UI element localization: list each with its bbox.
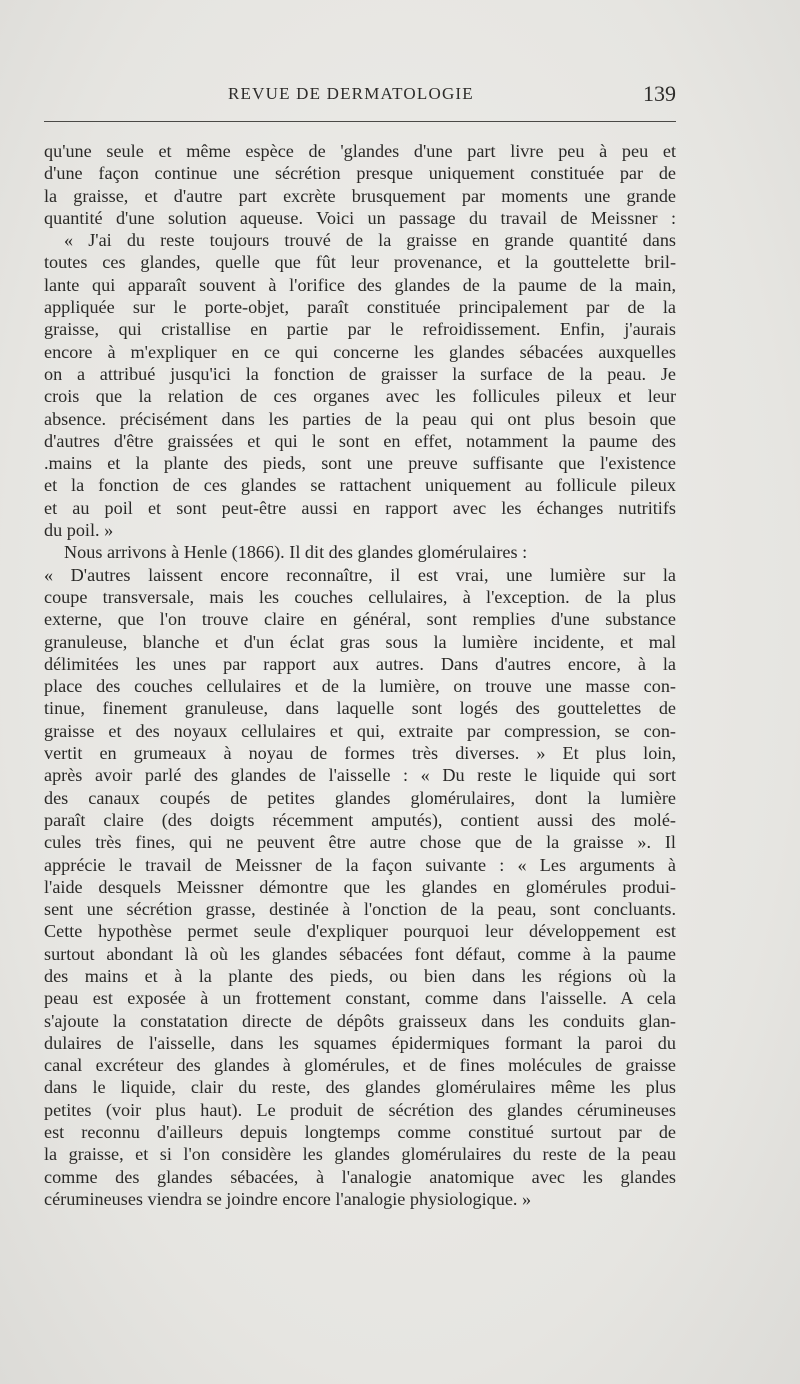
text-line: externe, que l'on trouve claire en général, sont remplies d'une substance [44,609,676,630]
text-line: la graisse, et d'autre part excrète brusquement par moments une grande [44,185,676,206]
text-line: Cette hypothèse permet seule d'expliquer pourquoi leur développement est [44,921,676,942]
running-title: REVUE DE DERMATOLOGIE [228,84,474,103]
text-line: apprécie le travail de Meissner de la façon suivante : « Les arguments à [44,854,676,875]
text-line: l'aide desquels Meissner démontre que les glandes en glomérules produi- [44,876,676,897]
text-line: et la fonction de ces glandes se rattachent uniquement au follicule pileux [44,475,676,496]
text-line: comme des glandes sébacées, à l'analogie anatomique avec les glandes [44,1166,676,1187]
text-line: et au poil et sont peut-être aussi en rapport avec les échanges nutritifs [44,497,676,518]
text-line: la graisse, et si l'on considère les glandes glomérulaires du reste de la peau [44,1144,676,1165]
text-line: tinue, finement granuleuse, dans laquelle sont logés des gouttelettes de [44,698,676,719]
text-line: granuleuse, blanche et d'un éclat gras sous la lumière incidente, et mal [44,631,676,652]
text-line: « D'autres laissent encore reconnaître, il est vrai, une lumière sur la [44,564,676,585]
text-line: du poil. » [44,520,114,541]
text-line: « J'ai du reste toujours trouvé de la graisse en grande quantité dans [64,230,676,251]
text-line: encore à m'expliquer en ce qui concerne les glandes sébacées auxquelles [44,341,676,362]
text-line: lante qui apparaît souvent à l'orifice des glandes de la paume de la main, [44,274,676,295]
text-line: peau est exposée à un frottement constant, comme dans l'aisselle. A cela [44,988,676,1009]
text-line: sent une sécrétion grasse, destinée à l'onction de la peau, sont concluants. [44,899,676,920]
header-rule [44,121,676,122]
text-line: délimitées les unes par rapport aux autres. Dans d'autres encore, à la [44,653,676,674]
text-line: toutes ces glandes, quelle que fût leur provenance, et la gouttelette bril- [44,252,676,273]
page-header [44,81,676,110]
text-line: cules très fines, qui ne peuvent être autre chose que de la graisse ». Il [44,832,676,853]
text-line: canal excréteur des glandes à glomérules, et de fines molécules de graisse [44,1055,676,1076]
text-line: appliquée sur le porte-objet, paraît constituée principalement par de la [44,297,676,318]
text-line: crois que la relation de ces organes avec les follicules pileux et leur [44,386,676,407]
text-line: vertit en grumeaux à noyau de formes très diverses. » Et plus loin, [44,743,676,764]
text-line: d'une façon continue une sécrétion presque uniquement constituée par de [44,163,676,184]
text-line: paraît claire (des doigts récemment amputés), contient aussi des molé- [44,809,676,830]
text-line: place des couches cellulaires et de la lumière, on trouve une masse con- [44,676,676,697]
text-line: graisse, qui cristallise en partie par le refroidissement. Enfin, j'aurais [44,319,676,340]
text-line: petites (voir plus haut). Le produit de sécrétion des glandes cérumineuses [44,1099,676,1120]
text-line: coupe transversale, mais les couches cellulaires, à l'exception. de la plus [44,586,676,607]
text-line: on a attribué jusqu'ici la fonction de graisser la surface de la peau. Je [44,363,676,384]
text-line: s'ajoute la constatation directe de dépôts graisseux dans les conduits glan- [44,1010,676,1031]
text-line: absence. précisément dans les parties de la peau qui ont plus besoin que [44,408,676,429]
text-line: surtout abondant là où les glandes sébacées font défaut, comme à la paume [44,943,676,964]
body-text [44,140,676,1210]
text-line: quantité d'une solution aqueuse. Voici un passage du travail de Meissner : [44,207,676,228]
text-line: d'autres d'être graissées et qui le sont en effet, notamment la paume des [44,430,676,451]
text-line: qu'une seule et même espèce de 'glandes d'une part livre peu à peu et [44,141,676,161]
text-line: Nous arrivons à Henle (1866). Il dit des glandes glomérulaires : [64,542,528,563]
text-line: des mains et à la plante des pieds, ou bien dans les régions où la [44,965,676,986]
text-line: des canaux coupés de petites glandes glomérulaires, dont la lumière [44,787,676,808]
text-line: graisse et des noyaux cellulaires et qui, extraite par compression, se con- [44,720,676,741]
text-line: dans le liquide, clair du reste, des glandes glomérulaires même les plus [44,1077,676,1098]
text-line: dulaires de l'aisselle, dans les squames épidermiques formant la paroi du [44,1032,676,1053]
text-line: cérumineuses viendra se joindre encore l'analogie physiologique. » [44,1188,532,1209]
text-line: est reconnu d'ailleurs depuis longtemps comme constitué surtout par de [44,1122,676,1143]
text-line: .mains et la plante des pieds, sont une preuve suffisante que l'existence [44,453,676,474]
page-number: 139 [643,81,676,106]
text-line: après avoir parlé des glandes de l'aisselle : « Du reste le liquide qui sort [44,765,676,786]
